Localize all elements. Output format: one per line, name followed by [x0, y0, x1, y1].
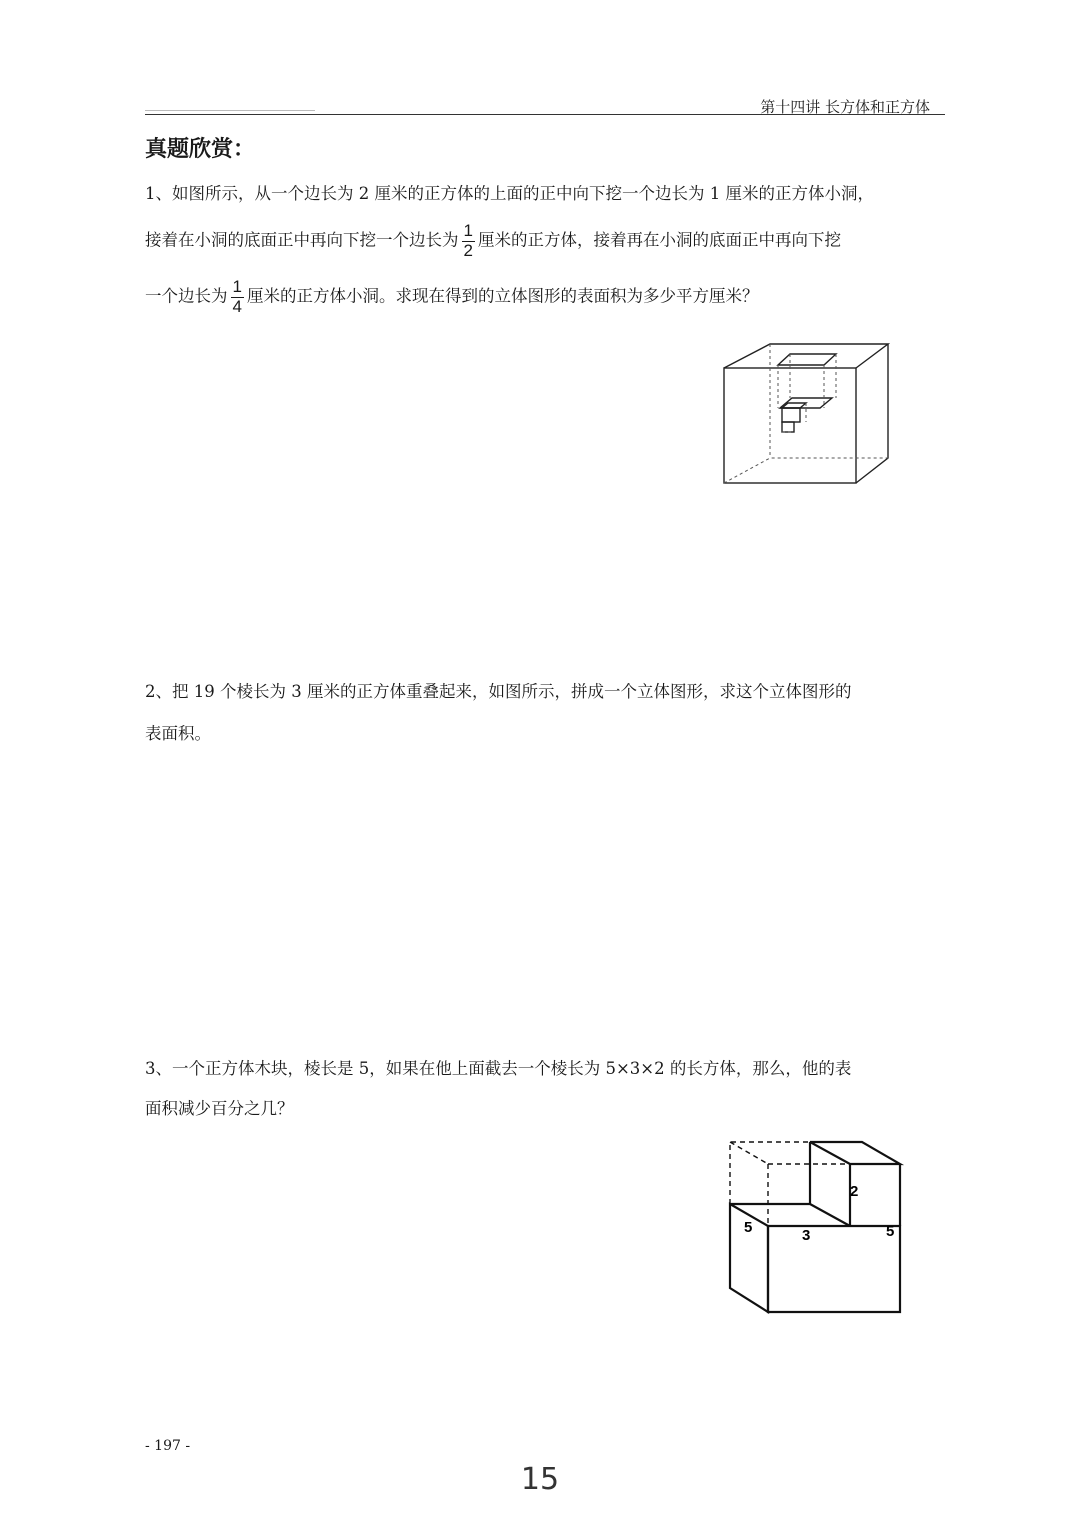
- problem-3-line-2: 面积减少百分之几？: [145, 1099, 294, 1118]
- figure-label-3: 3: [802, 1227, 811, 1244]
- fraction-numerator: 1: [463, 221, 473, 240]
- problem-1-line-3-post: 厘米的正方体小洞。求现在得到的立体图形的表面积为多少平方厘米？: [246, 286, 759, 306]
- problem-1-line-3: [145, 278, 945, 316]
- figure-label-5-left: 5: [744, 1219, 753, 1236]
- page-number-large: 15: [520, 1462, 560, 1497]
- section-title: 真题欣赏：: [145, 136, 256, 162]
- fraction-denominator: 2: [463, 240, 473, 260]
- problem-3-line-1: 3、一个正方体木块，棱长是 5，如果在他上面截去一个棱长为 5×3×2 的长方体，那么，他的表: [145, 1059, 852, 1078]
- cube-holes-drawing: [720, 340, 892, 488]
- chapter-header: 第十四讲 长方体和正方体: [760, 98, 930, 116]
- cut-cube-drawing: [726, 1138, 906, 1314]
- header-rule-light: [145, 110, 315, 111]
- problem-1-line-2-pre: 接着在小洞的底面正中再向下挖一个边长为: [145, 230, 459, 250]
- figure-label-5-right: 5: [886, 1223, 895, 1240]
- fraction-one-quarter: [231, 278, 244, 316]
- fraction-one-half: [462, 222, 475, 260]
- page-number-small: - 197 -: [145, 1438, 191, 1454]
- figure-cut-cube: [726, 1138, 906, 1314]
- problem-1-line-2: [145, 222, 945, 260]
- problem-1-line-3-pre: 一个边长为: [145, 286, 228, 306]
- problem-1-line-2-post: 厘米的正方体，接着再在小洞的底面正中再向下挖: [477, 230, 841, 250]
- problem-1-line-1: 1、如图所示，从一个边长为 2 厘米的正方体的上面的正中向下挖一个边长为 1 厘米的正方体小洞，: [145, 184, 874, 203]
- problem-2-line-2: 表面积。: [145, 724, 211, 743]
- figure-cube-with-holes: [720, 340, 892, 488]
- fraction-numerator: 1: [232, 277, 242, 296]
- problem-2-line-1: 2、把 19 个棱长为 3 厘米的正方体重叠起来，如图所示，拼成一个立体图形，求这个立体图形的: [145, 682, 852, 701]
- fraction-denominator: 4: [232, 296, 242, 316]
- figure-label-2: 2: [850, 1183, 859, 1200]
